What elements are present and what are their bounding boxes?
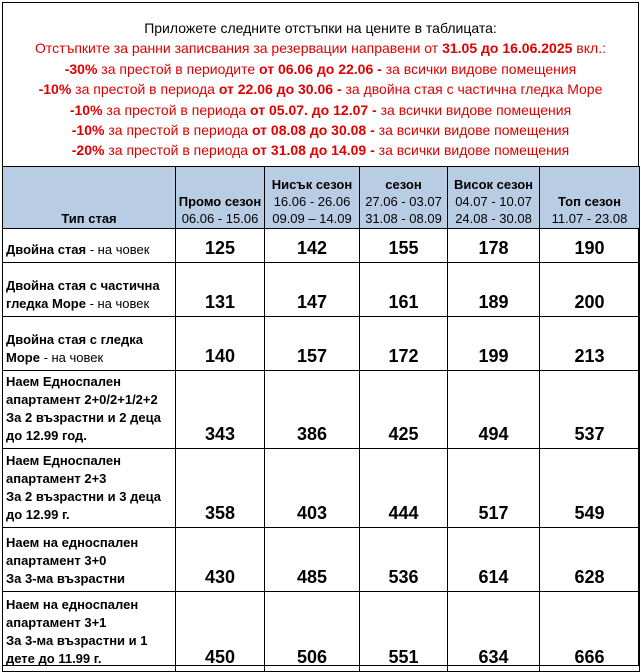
discount-scope: за всички видове помещения	[381, 60, 577, 77]
discount-period: от 31.08 до 14.09 -	[251, 142, 375, 159]
header-top-season: Топ сезон 11.07 - 23.08	[540, 167, 640, 229]
table-row	[3, 592, 640, 672]
price-cell: 343	[176, 371, 265, 449]
price-cell: 551	[360, 592, 448, 672]
price-cell: 517	[448, 449, 540, 528]
table-row	[3, 449, 640, 528]
room-type-cell: Наем на едноспален апартамент 3+0 За 3-ма възрастни	[3, 528, 176, 592]
discount-text: за престой в периода	[102, 101, 251, 118]
price-cell: 537	[540, 371, 640, 449]
price-document	[2, 2, 639, 666]
room-type-cell: Наем Едноспален апартамент 2+3 За 2 възрастни и 3 деца до 12.99 г.	[3, 449, 176, 528]
discount-period: от 05.07. до 12.07 -	[250, 101, 377, 118]
header-low-season: Нисък сезон 16.06 - 26.06 09.09 – 14.09	[265, 167, 360, 229]
price-cell: 485	[265, 528, 360, 592]
header-room-type: Тип стая	[3, 167, 176, 229]
price-cell: 157	[265, 317, 360, 371]
price-cell: 634	[448, 592, 540, 672]
discount-period: от 06.06 до 22.06 -	[259, 60, 382, 77]
price-cell: 140	[176, 317, 265, 371]
price-cell: 213	[540, 317, 640, 371]
discount-text: за престой в периода	[104, 122, 252, 139]
price-cell: 172	[360, 317, 448, 371]
price-cell: 549	[540, 449, 640, 528]
discount-period: от 08.08 до 30.08 -	[251, 122, 375, 139]
discount-percent: -20%	[71, 142, 105, 159]
price-cell: 200	[540, 263, 640, 317]
room-type-cell: Наем Едноспален апартамент 2+0/2+1/2+2 За 2 възрастни и 2 деца до 12.99 год.	[3, 371, 176, 449]
early-booking-line	[3, 38, 638, 58]
price-cell: 450	[176, 592, 265, 672]
early-booking-text: Отстъпките за ранни записвания за резервации направени от	[35, 40, 443, 57]
discount-scope: за всички видове помещения	[376, 101, 572, 118]
discount-line-5	[3, 140, 638, 160]
header-mid-season: сезон 27.06 - 03.07 31.08 - 08.09	[360, 167, 448, 229]
price-cell: 494	[448, 371, 540, 449]
price-cell: 425	[360, 371, 448, 449]
discount-line-2	[3, 79, 638, 99]
price-cell: 430	[176, 528, 265, 592]
discount-period: от 22.06 до 30.06 -	[218, 81, 342, 98]
table-row	[3, 229, 640, 263]
discount-scope: за всички видове помещения	[374, 142, 570, 159]
price-cell: 155	[360, 229, 448, 263]
price-cell: 536	[360, 528, 448, 592]
discount-line-4	[3, 120, 638, 140]
price-cell: 142	[265, 229, 360, 263]
header-promo-season: Промо сезон 06.06 - 15.06	[176, 167, 265, 229]
price-cell: 131	[176, 263, 265, 317]
notice-intro: Приложете следните отстъпки на цените в таблицата:	[144, 20, 497, 36]
discount-percent: -10%	[38, 81, 72, 98]
discount-text: за престой в периода	[71, 81, 219, 98]
table-row	[3, 528, 640, 592]
room-type-cell: Двойна стая с гледка Море - на човек	[3, 317, 176, 371]
price-cell: 666	[540, 592, 640, 672]
price-table	[2, 166, 640, 672]
discount-percent: -30%	[64, 60, 98, 77]
header-high-season: Висок сезон 04.07 - 10.07 24.08 - 30.08	[448, 167, 540, 229]
price-cell: 614	[448, 528, 540, 592]
price-cell: 628	[540, 528, 640, 592]
discount-scope: за всички видове помещения	[374, 122, 570, 139]
early-booking-suffix: вкл.:	[572, 40, 606, 57]
price-cell: 199	[448, 317, 540, 371]
room-type-cell: Двойна стая - на човек	[3, 229, 176, 263]
price-cell: 189	[448, 263, 540, 317]
price-cell: 125	[176, 229, 265, 263]
early-booking-dates: 31.05 до 16.06.2025	[442, 40, 573, 57]
discount-line-3	[3, 100, 638, 120]
price-cell: 161	[360, 263, 448, 317]
room-type-cell: Двойна стая с частична гледка Море - на човек	[3, 263, 176, 317]
price-cell: 178	[448, 229, 540, 263]
discount-line-1	[3, 59, 638, 79]
discount-text: за престой в периода	[104, 142, 252, 159]
price-cell: 403	[265, 449, 360, 528]
price-cell: 386	[265, 371, 360, 449]
discount-text: за престой в периодите	[97, 60, 260, 77]
table-row	[3, 263, 640, 317]
table-row	[3, 317, 640, 371]
price-cell: 190	[540, 229, 640, 263]
price-cell: 506	[265, 592, 360, 672]
table-body	[3, 229, 640, 672]
discount-percent: -10%	[71, 122, 105, 139]
discount-scope: за двойна стая с частична гледка Море	[341, 81, 603, 98]
room-type-cell: Наем на едноспален апартамент 3+1 За 3-ма възрастни и 1 дете до 11.99 г.	[3, 592, 176, 672]
price-cell: 358	[176, 449, 265, 528]
price-cell: 147	[265, 263, 360, 317]
discount-percent: -10%	[69, 101, 103, 118]
discount-notice	[3, 3, 638, 166]
price-cell: 444	[360, 449, 448, 528]
table-row	[3, 371, 640, 449]
table-header-row	[3, 167, 640, 229]
